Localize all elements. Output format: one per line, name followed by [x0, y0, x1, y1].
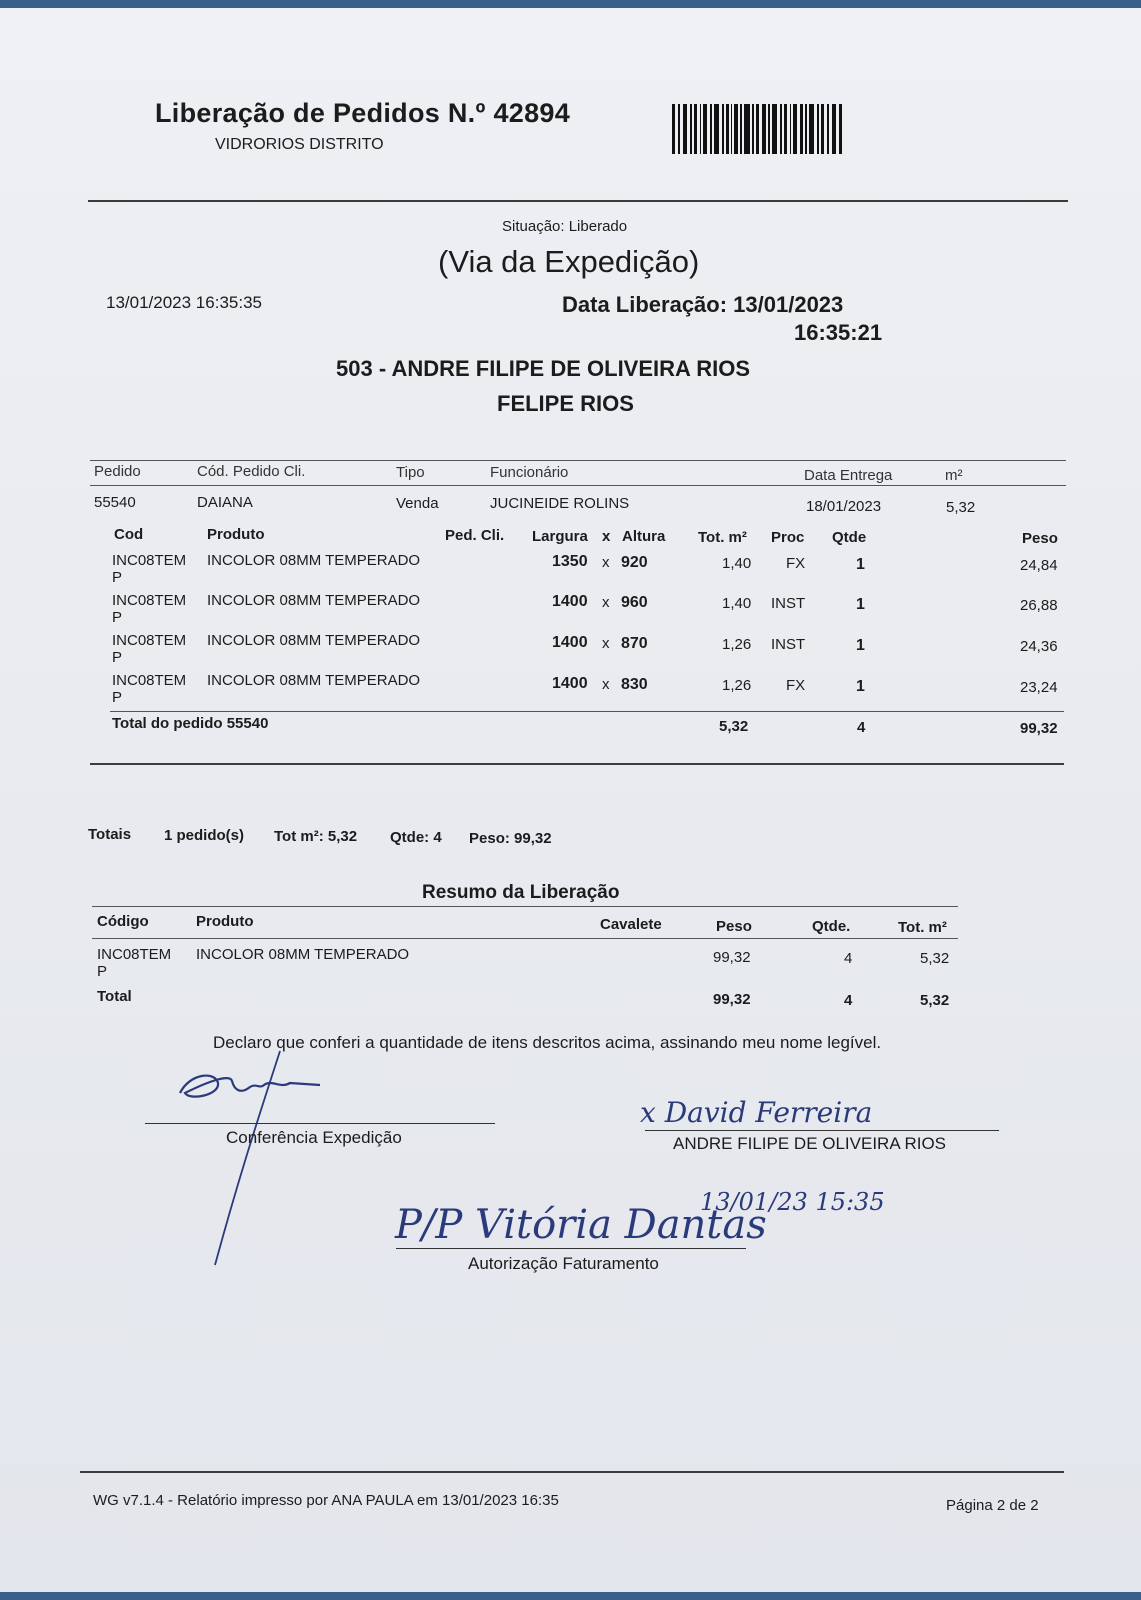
total-pedido-qtde: 4 [857, 719, 866, 736]
resumo-total-qtde: 4 [844, 992, 853, 1009]
item-altura: 960 [621, 594, 648, 611]
resumo-header-produto: Produto [196, 913, 254, 930]
item-header-produto: Produto [207, 526, 265, 543]
totais-label: Totais [88, 826, 132, 843]
col-header-pedido: Pedido [94, 463, 141, 480]
resumo-total-tot-m2: 5,32 [920, 992, 950, 1009]
item-altura: 870 [621, 635, 648, 652]
col-header-funcionario: Funcionário [490, 464, 569, 481]
pedido-top-rule [90, 460, 1066, 461]
line-cliente [645, 1130, 999, 1131]
totais-pedidos: 1 pedido(s) [164, 827, 245, 844]
totais-m2: Tot m²: 5,32 [274, 828, 358, 845]
item-header-proc: Proc [771, 529, 805, 546]
item-peso: 24,36 [1020, 638, 1058, 655]
label-cliente: ANDRE FILIPE DE OLIVEIRA RIOS [673, 1134, 947, 1153]
item-peso: 26,88 [1020, 597, 1058, 614]
resumo-header-peso: Peso [716, 918, 752, 935]
items-total-rule [110, 711, 1064, 712]
label-autorizacao: Autorização Faturamento [468, 1254, 659, 1273]
item-x: x [602, 635, 610, 652]
line-autorizacao [396, 1248, 746, 1249]
item-qtde: 1 [856, 637, 865, 654]
col-header-data-entrega: Data Entrega [804, 467, 893, 484]
pedido-header-rule [90, 485, 1066, 486]
item-qtde: 1 [856, 678, 865, 695]
item-header-tot-m2: Tot. m² [698, 529, 747, 546]
item-produto: INCOLOR 08MM TEMPERADO [207, 552, 421, 569]
item-tot-m2: 1,40 [722, 595, 752, 612]
pedido-tipo: Venda [396, 495, 439, 512]
item-header-qtde: Qtde [832, 529, 867, 546]
item-cod: INC08TEM [112, 592, 187, 609]
item-header-altura: Altura [622, 528, 666, 545]
item-x: x [602, 594, 610, 611]
signature-cliente-image [640, 1088, 900, 1134]
item-header-peso: Peso [1022, 530, 1058, 547]
pedido-cod-cli: DAIANA [197, 494, 253, 511]
barcode-image [672, 104, 844, 154]
resumo-header-codigo: Código [97, 913, 149, 930]
cliente-apelido: FELIPE RIOS [497, 391, 634, 416]
total-pedido-peso: 99,32 [1020, 720, 1058, 737]
item-cod-suffix: P [112, 649, 123, 666]
item-proc: INST [771, 636, 806, 653]
resumo-header-rule [92, 938, 958, 939]
signature-conferencia-image [160, 1053, 340, 1273]
total-pedido-label: Total do pedido 55540 [112, 715, 269, 732]
handwritten-date: 13/01/23 15:35 [700, 1188, 885, 1216]
item-largura: 1350 [552, 553, 588, 570]
item-altura: 830 [621, 676, 648, 693]
line-conferencia [145, 1123, 495, 1124]
col-header-tipo: Tipo [396, 464, 425, 481]
footer-rule [80, 1471, 1064, 1473]
resumo-codigo-suffix: P [97, 963, 108, 980]
pedido-funcionario: JUCINEIDE ROLINS [490, 495, 630, 512]
document-sheet [0, 8, 1141, 1592]
data-liberacao-time: 16:35:21 [794, 320, 883, 345]
document-title: Liberação de Pedidos N.º 42894 [155, 98, 571, 128]
item-tot-m2: 1,26 [722, 677, 752, 694]
item-proc: INST [771, 595, 806, 612]
footer-page-number: Página 2 de 2 [946, 1497, 1039, 1514]
via-label: (Via da Expedição) [438, 244, 700, 279]
pedido-data-entrega: 18/01/2023 [806, 498, 882, 515]
item-largura: 1400 [552, 675, 588, 692]
item-header-largura: Largura [532, 528, 588, 545]
resumo-header-cavalete: Cavalete [600, 916, 662, 933]
situacao-label: Situação: Liberado [502, 218, 628, 235]
signature-autorizacao-image [395, 1190, 767, 1250]
declaracao-text: Declaro que conferi a quantidade de itens descritos acima, assinando meu nome legível. [213, 1033, 882, 1052]
item-header-x: x [602, 528, 611, 545]
col-header-cod-pedido-cli: Cód. Pedido Cli. [197, 463, 306, 480]
pedido-m2: 5,32 [946, 499, 976, 516]
item-proc: FX [786, 555, 806, 572]
item-tot-m2: 1,26 [722, 636, 752, 653]
item-cod: INC08TEM [112, 672, 187, 689]
pedido-bottom-rule [90, 763, 1064, 765]
resumo-title: Resumo da Liberação [422, 882, 620, 903]
item-produto: INCOLOR 08MM TEMPERADO [207, 592, 421, 609]
item-cod-suffix: P [112, 689, 123, 706]
resumo-peso: 99,32 [713, 949, 751, 966]
item-qtde: 1 [856, 596, 865, 613]
cliente-name: 503 - ANDRE FILIPE DE OLIVEIRA RIOS [336, 356, 750, 381]
resumo-codigo: INC08TEM [97, 946, 172, 963]
pedido-number: 55540 [94, 494, 136, 511]
printed-datetime: 13/01/2023 16:35:35 [106, 293, 262, 312]
footer-printed-by: WG v7.1.4 - Relatório impresso por ANA PAULA em 13/01/2023 16:35 [93, 1492, 559, 1509]
item-qtde: 1 [856, 556, 865, 573]
item-cod-suffix: P [112, 609, 123, 626]
header-divider [88, 200, 1068, 202]
resumo-tot-m2: 5,32 [920, 950, 950, 967]
item-peso: 24,84 [1020, 557, 1058, 574]
handwritten-cliente-name: x David Ferreira [640, 1096, 873, 1129]
resumo-produto: INCOLOR 08MM TEMPERADO [196, 946, 410, 963]
resumo-header-qtde: Qtde. [812, 918, 851, 935]
resumo-total-label: Total [97, 988, 132, 1005]
item-header-ped-cli: Ped. Cli. [445, 527, 505, 544]
item-largura: 1400 [552, 634, 588, 651]
item-proc: FX [786, 677, 806, 694]
resumo-header-tot-m2: Tot. m² [898, 919, 947, 936]
totais-qtde: Qtde: 4 [390, 829, 442, 846]
data-liberacao: Data Liberação: 13/01/2023 [562, 292, 844, 317]
item-header-cod: Cod [114, 526, 144, 543]
company-name: VIDRORIOS DISTRITO [215, 136, 384, 153]
total-pedido-m2: 5,32 [719, 718, 749, 735]
item-altura: 920 [621, 554, 648, 571]
resumo-qtde: 4 [844, 950, 853, 967]
item-cod: INC08TEM [112, 632, 187, 649]
item-x: x [602, 554, 610, 571]
item-x: x [602, 676, 610, 693]
label-conferencia: Conferência Expedição [226, 1128, 402, 1147]
item-largura: 1400 [552, 593, 588, 610]
col-header-m2: m² [945, 467, 963, 484]
resumo-total-peso: 99,32 [713, 991, 751, 1008]
item-tot-m2: 1,40 [722, 555, 752, 572]
resumo-top-rule [92, 906, 958, 907]
item-produto: INCOLOR 08MM TEMPERADO [207, 672, 421, 689]
item-peso: 23,24 [1020, 679, 1058, 696]
item-produto: INCOLOR 08MM TEMPERADO [207, 632, 421, 649]
item-cod: INC08TEM [112, 552, 187, 569]
item-cod-suffix: P [112, 569, 123, 586]
totais-peso: Peso: 99,32 [469, 830, 552, 847]
handwritten-autorizacao-name: P/P Vitória Dantas [395, 1202, 767, 1248]
